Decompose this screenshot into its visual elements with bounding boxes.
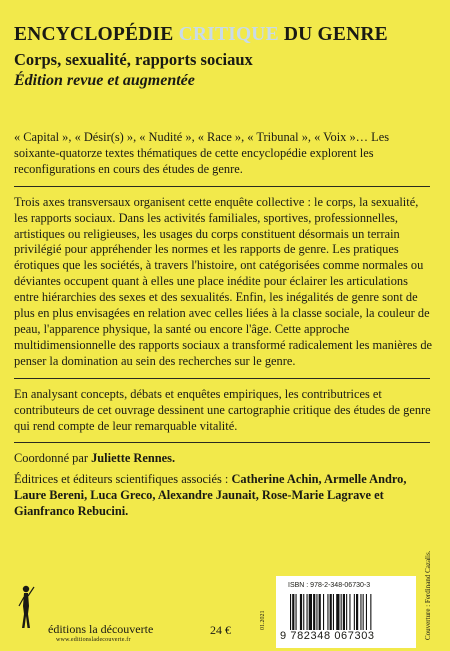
barcode-bar bbox=[336, 594, 339, 630]
barcode-bar bbox=[330, 594, 332, 630]
date-code: 01.2021 bbox=[260, 610, 266, 630]
barcode-bar bbox=[356, 594, 358, 630]
isbn: ISBN : 978-2-348-06730-3 bbox=[288, 582, 371, 589]
separator bbox=[14, 186, 430, 187]
barcode-bar bbox=[292, 594, 294, 630]
coordinator-name: Juliette Rennes. bbox=[91, 451, 176, 466]
paragraph-2: Trois axes transversaux organisent cette enquête collective : le corps, la sexualité, les rapports sociaux. Dans les activités familiales, sportives, professionnelles, artistiques ou religieuses, les usages du corps constituent désormais un terrain privilégié pour appréhender les normes et les rapports de genre. Les pratiques érotiques que les sociétés, à travers l'histoire, ont catégorisées comme normales ou déviantes occupent quant à elles une place inédite pour éclairer les articulations entre hiérarchies des sexes et des sexualités. Enfin, les inégalités de genre sont de plus en plus envisagées en relation avec celles liées à la classe sociale, la couleur de peau, l'apparence physique, la santé ou encore l'âge. Cette approche multidimensionnelle des rapports sociaux a transformé radicalement les manières de penser la domination au sein des recherches sur le genre. bbox=[14, 194, 433, 368]
barcode-bar bbox=[309, 594, 312, 630]
barcode-bar bbox=[354, 594, 355, 630]
barcode-bar bbox=[303, 594, 304, 630]
coordinator-prefix: Coordonné par bbox=[14, 451, 92, 466]
separator bbox=[14, 378, 430, 379]
paragraph-3: En analysant concepts, débats et enquêtes empiriques, les contributrices et contributeurs de cet ouvrage dessinent une cartographie critique des études de genre qui rend compte de leur remarquable vitalité. bbox=[14, 386, 431, 433]
publisher-name: éditions la découverte bbox=[48, 622, 154, 636]
barcode-bar bbox=[360, 594, 361, 630]
title-part-1: ENCYCLOPÉDIE bbox=[14, 24, 179, 45]
publisher-url: www.editionsladecouverte.fr bbox=[56, 637, 131, 643]
title-accent: CRITIQUE bbox=[178, 24, 279, 45]
barcode-bar bbox=[343, 594, 345, 630]
barcode-bar bbox=[313, 594, 315, 630]
header bbox=[14, 24, 439, 91]
barcode-bar bbox=[370, 594, 371, 630]
title-part-2: DU GENRE bbox=[278, 24, 388, 45]
barcode-bar bbox=[349, 594, 350, 630]
publisher-logo-icon bbox=[16, 584, 36, 630]
barcode-bar bbox=[316, 594, 317, 630]
barcode-bar bbox=[333, 594, 334, 630]
footer bbox=[0, 560, 450, 651]
barcode-bar bbox=[323, 594, 324, 630]
editors-prefix: Éditrices et éditeurs scientifiques associés : bbox=[14, 472, 232, 487]
book-subtitle: Corps, sexualité, rapports sociaux bbox=[14, 50, 253, 69]
barcode bbox=[290, 594, 408, 630]
barcode-bar bbox=[363, 594, 364, 630]
barcode-bar bbox=[366, 594, 367, 630]
barcode-bar bbox=[341, 594, 342, 630]
barcode-bar bbox=[307, 594, 308, 630]
editors-line bbox=[14, 472, 434, 520]
separator bbox=[14, 442, 430, 443]
cover-credit: Couverture : Ferdinand Cazalis. bbox=[424, 550, 432, 640]
barcode-bar bbox=[300, 594, 302, 630]
barcode-digits: 9 782348 067303 bbox=[280, 630, 375, 642]
barcode-bar bbox=[346, 594, 347, 630]
barcode-bar bbox=[327, 594, 328, 630]
editors-names: Catherine Achin, Armelle Andro, Laure Bereni, Luca Greco, Alexandre Jaunait, Rose-Marie Lagrave et Gianfranco Rebucini. bbox=[14, 472, 407, 519]
barcode-panel bbox=[276, 576, 416, 648]
book-title bbox=[14, 24, 439, 46]
blurb bbox=[14, 130, 434, 520]
barcode-bar bbox=[290, 594, 291, 630]
coordinator-line bbox=[14, 451, 434, 467]
paragraph-1: « Capital », « Désir(s) », « Nudité », « Race », « Tribunal », « Voix »… Les soixante-quatorze textes thématiques de cette encyclopédie explorent les reconfigurations en cours des études de genre. bbox=[14, 130, 390, 176]
price: 24 € bbox=[210, 623, 231, 637]
barcode-bar bbox=[296, 594, 297, 630]
barcode-bar bbox=[319, 594, 321, 630]
edition-note: Édition revue et augmentée bbox=[14, 72, 195, 89]
